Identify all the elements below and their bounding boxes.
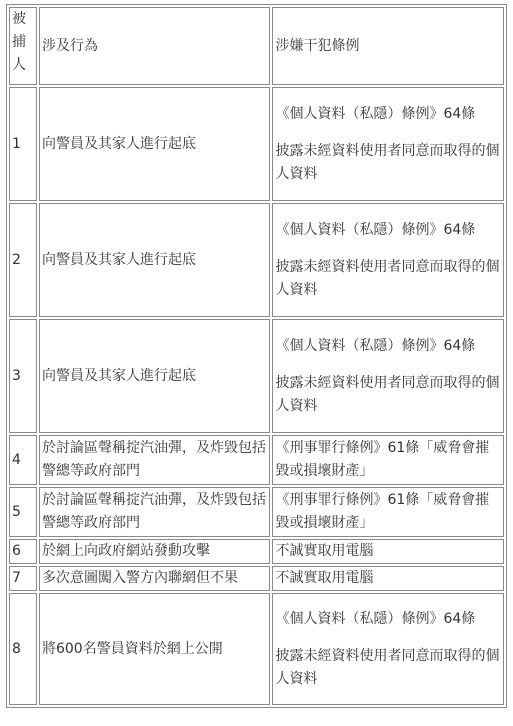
table-row bbox=[9, 539, 504, 564]
row-offence bbox=[272, 203, 504, 317]
row-act: 於網上向政府網站發動攻擊 bbox=[39, 539, 271, 564]
table-row bbox=[9, 87, 504, 201]
row-number: 2 bbox=[9, 203, 37, 317]
row-number: 1 bbox=[9, 87, 37, 201]
row-offence: 不誠實取用電腦 bbox=[272, 539, 504, 564]
header-act: 涉及行為 bbox=[39, 7, 271, 85]
row-number: 4 bbox=[9, 435, 37, 485]
offence-detail: 披露未經資料使用者同意而取得的個人資料 bbox=[275, 374, 500, 414]
row-act: 向警員及其家人進行起底 bbox=[39, 87, 271, 201]
table-row bbox=[9, 203, 504, 317]
row-act: 向警員及其家人進行起底 bbox=[39, 203, 271, 317]
offence-detail: 披露未經資料使用者同意而取得的個人資料 bbox=[275, 142, 500, 182]
row-offence: 《刑事罪行條例》61條「威脅會摧毀或損壞財產」 bbox=[272, 487, 504, 537]
row-act: 多次意圖闖入警方內聯網但不果 bbox=[39, 566, 271, 591]
arrests-table bbox=[6, 4, 507, 708]
table-row bbox=[9, 319, 504, 433]
offence-ordinance: 《個人資料（私隱）條例》64條 bbox=[275, 337, 476, 354]
offence-detail: 披露未經資料使用者同意而取得的個人資料 bbox=[275, 258, 500, 298]
table-row bbox=[9, 566, 504, 591]
offence-detail: 披露未經資料使用者同意而取得的個人資料 bbox=[275, 647, 500, 687]
row-offence bbox=[272, 87, 504, 201]
row-offence bbox=[272, 319, 504, 433]
row-number: 6 bbox=[9, 539, 37, 564]
row-act: 向警員及其家人進行起底 bbox=[39, 319, 271, 433]
row-number: 7 bbox=[9, 566, 37, 591]
row-offence: 《刑事罪行條例》61條「威脅會摧毀或損壞財產」 bbox=[272, 435, 504, 485]
table-header-row bbox=[9, 7, 504, 85]
offence-ordinance: 《個人資料（私隱）條例》64條 bbox=[275, 610, 476, 627]
header-arrestee: 被捕人 bbox=[9, 7, 37, 85]
row-number: 5 bbox=[9, 487, 37, 537]
table-row bbox=[9, 487, 504, 537]
row-act: 將600名警員資料於網上公開 bbox=[39, 593, 271, 705]
table-row bbox=[9, 435, 504, 485]
offence-ordinance: 《個人資料（私隱）條例》64條 bbox=[275, 221, 476, 238]
row-number: 8 bbox=[9, 593, 37, 705]
row-act: 於討論區聲稱掟汽油彈，及炸毀包括警總等政府部門 bbox=[39, 487, 271, 537]
table-row bbox=[9, 593, 504, 705]
row-offence: 不誠實取用電腦 bbox=[272, 566, 504, 591]
row-offence bbox=[272, 593, 504, 705]
header-offence: 涉嫌干犯條例 bbox=[272, 7, 504, 85]
row-number: 3 bbox=[9, 319, 37, 433]
offence-ordinance: 《個人資料（私隱）條例》64條 bbox=[275, 105, 476, 122]
row-act: 於討論區聲稱掟汽油彈，及炸毀包括警總等政府部門 bbox=[39, 435, 271, 485]
